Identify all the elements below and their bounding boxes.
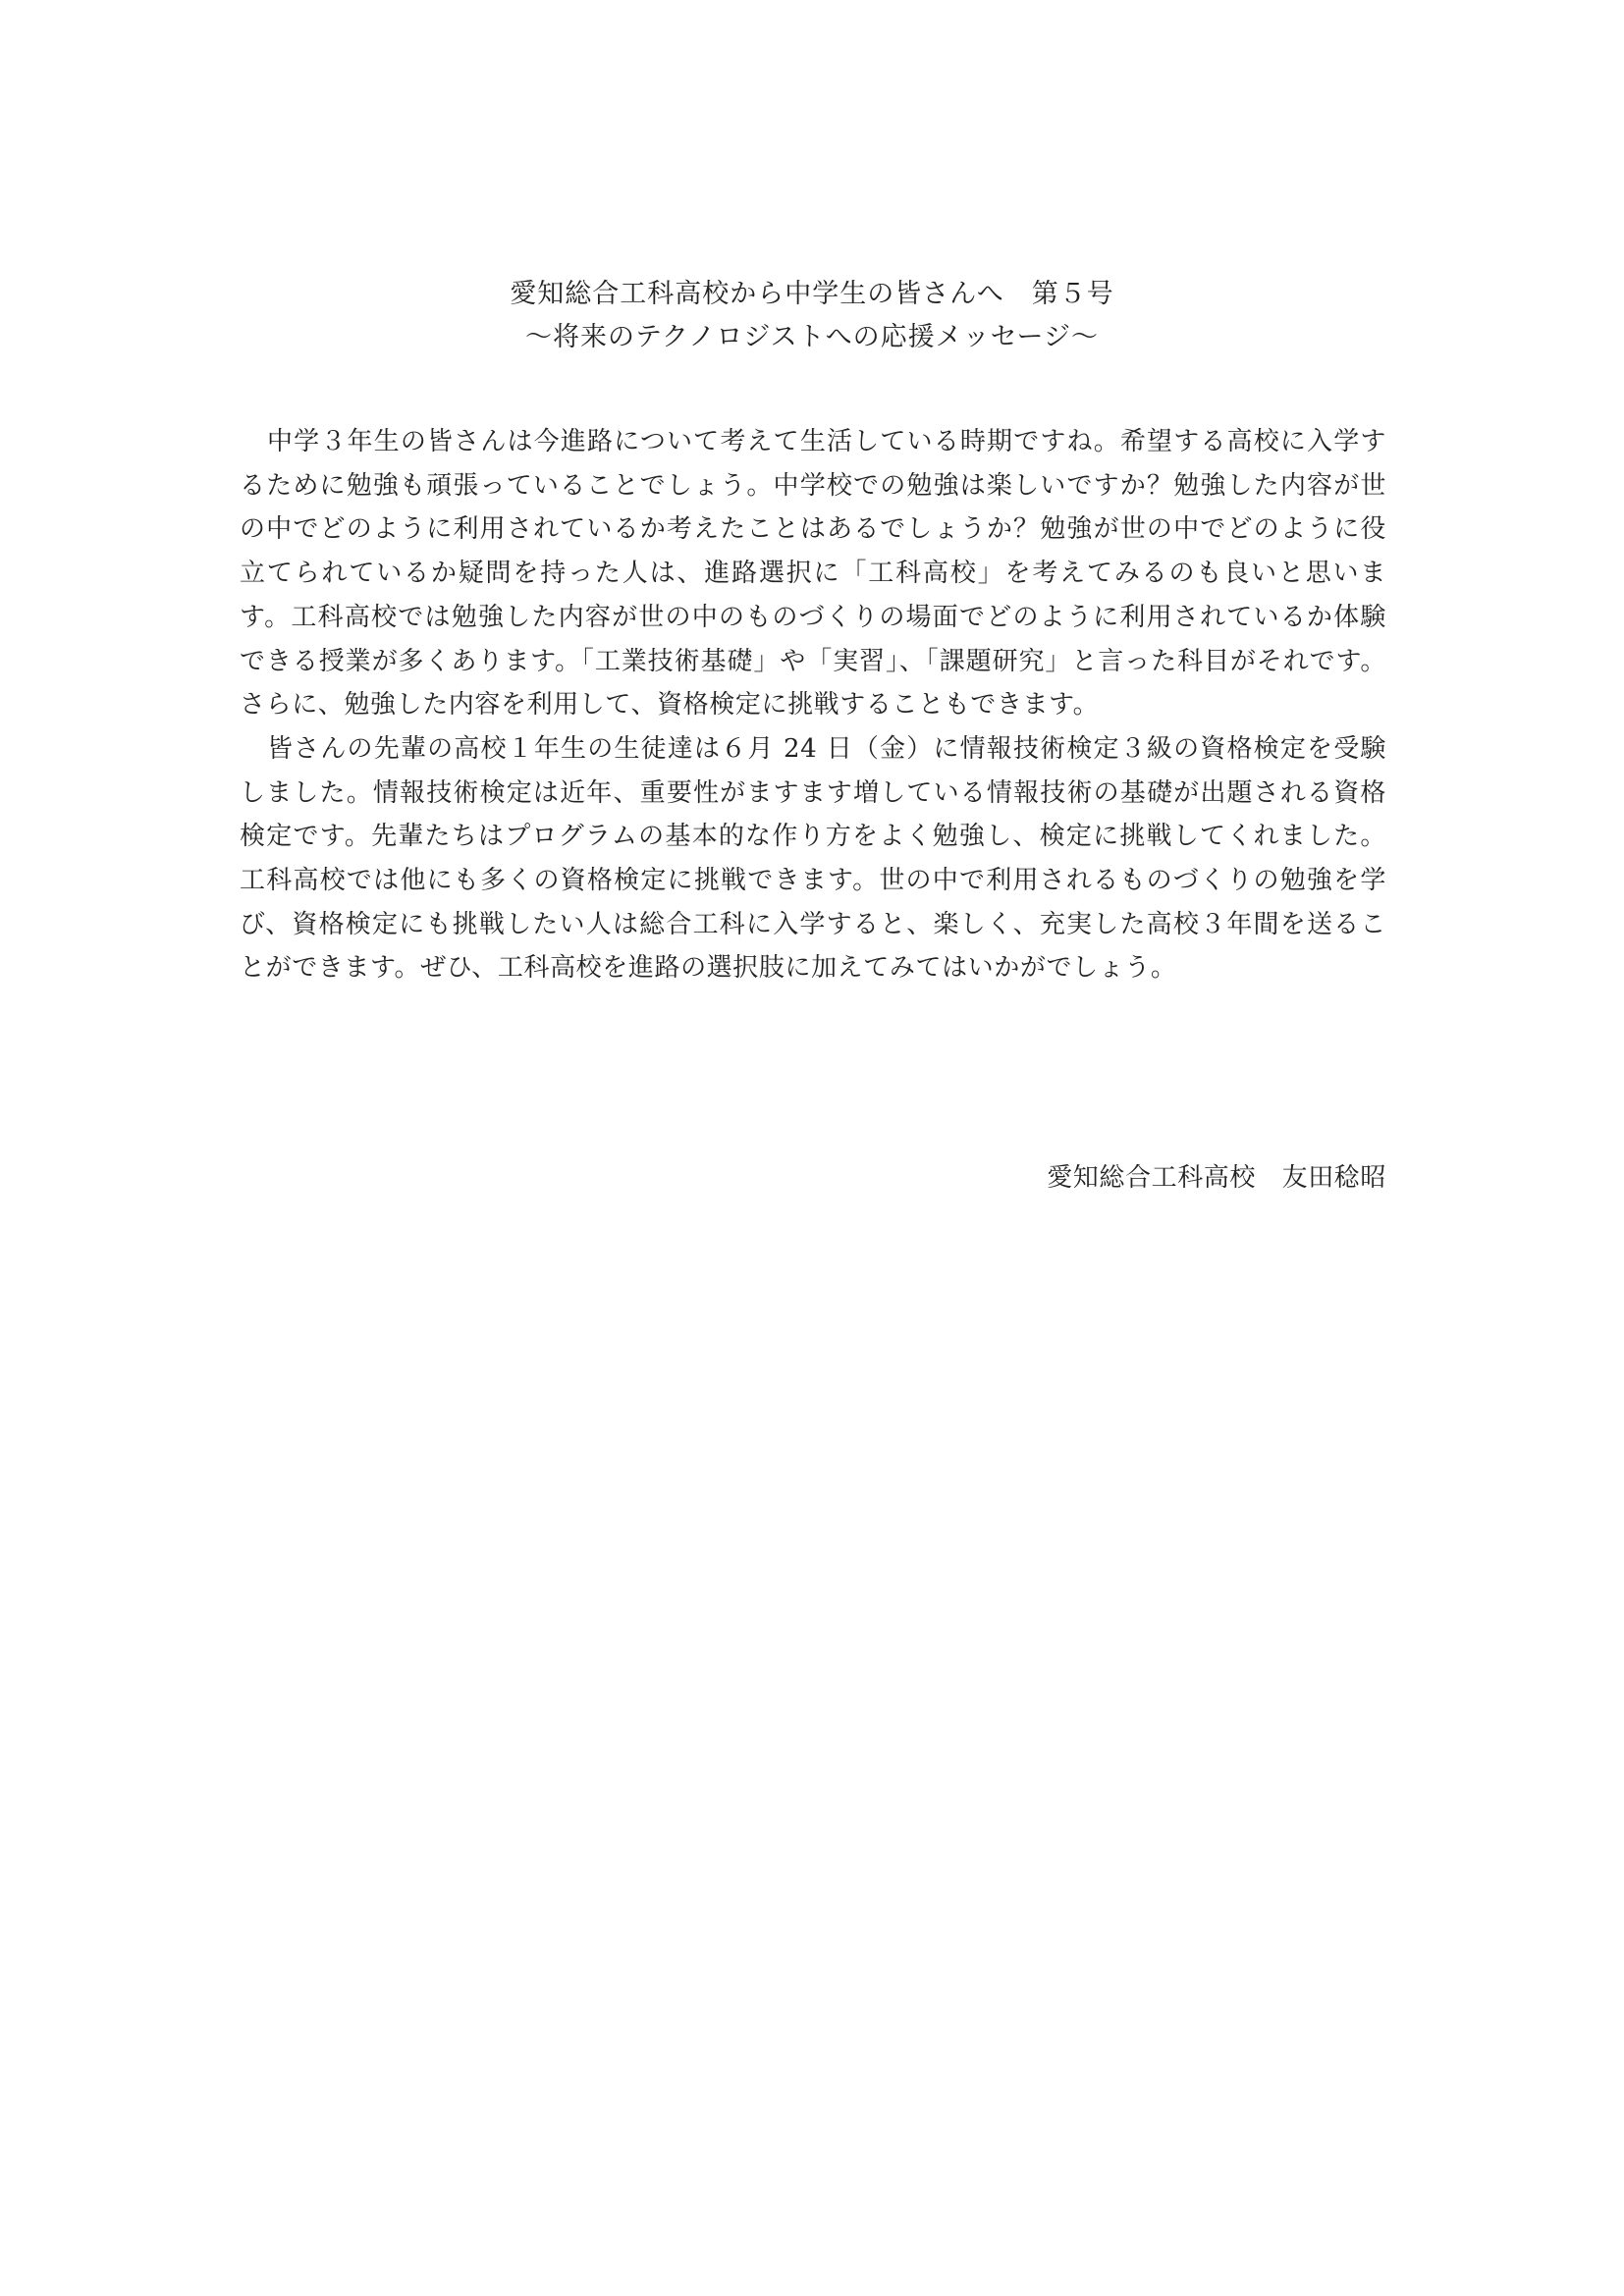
signature: 愛知総合工科高校 友田稔昭 [1047, 1163, 1386, 1193]
newsletter-subtitle: ～将来のテクノロジストへの応援メッセージ～ [525, 322, 1099, 352]
newsletter-title: 愛知総合工科高校から中学生の皆さんへ 第５号 [510, 279, 1114, 309]
body-text [240, 420, 1386, 990]
title-block [0, 273, 1624, 359]
paragraph-1: 中学３年生の皆さんは今進路について考えて生活している時期ですね。希望する高校に入学するために勉強も頑張っていることでしょう。中学校での勉強は楽しいですか？勉強した内容が世の中でどのように利用されているか考えたことはあるでしょうか？勉強が世の中でどのように役立てられているか疑問を持った人は、進路選択に「工科高校」を考えてみるのも良いと思います。工科高校では勉強した内容が世の中のものづくりの場面でどのように利用されているか体験できる授業が多くあります。「工業技術基礎」や「実習」、「課題研究」と言った科目がそれです。さらに、勉強した内容を利用して、資格検定に挑戦することもできます。 [240, 427, 1386, 721]
paragraph-2: 皆さんの先輩の高校１年生の生徒達は６月 24 日（金）に情報技術検定３級の資格検定を受験しました。情報技術検定は近年、重要性がますます増している情報技術の基礎が出題される資格検定です。先輩たちはプログラムの基本的な作り方をよく勉強し、検定に挑戦してくれました。工科高校では他にも多くの資格検定に挑戦できます。世の中で利用されるものづくりの勉強を学び、資格検定にも挑戦したい人は総合工科に入学すると、楽しく、充実した高校３年間を送ることができます。ぜひ、工科高校を進路の選択肢に加えてみてはいかがでしょう。 [240, 733, 1386, 984]
